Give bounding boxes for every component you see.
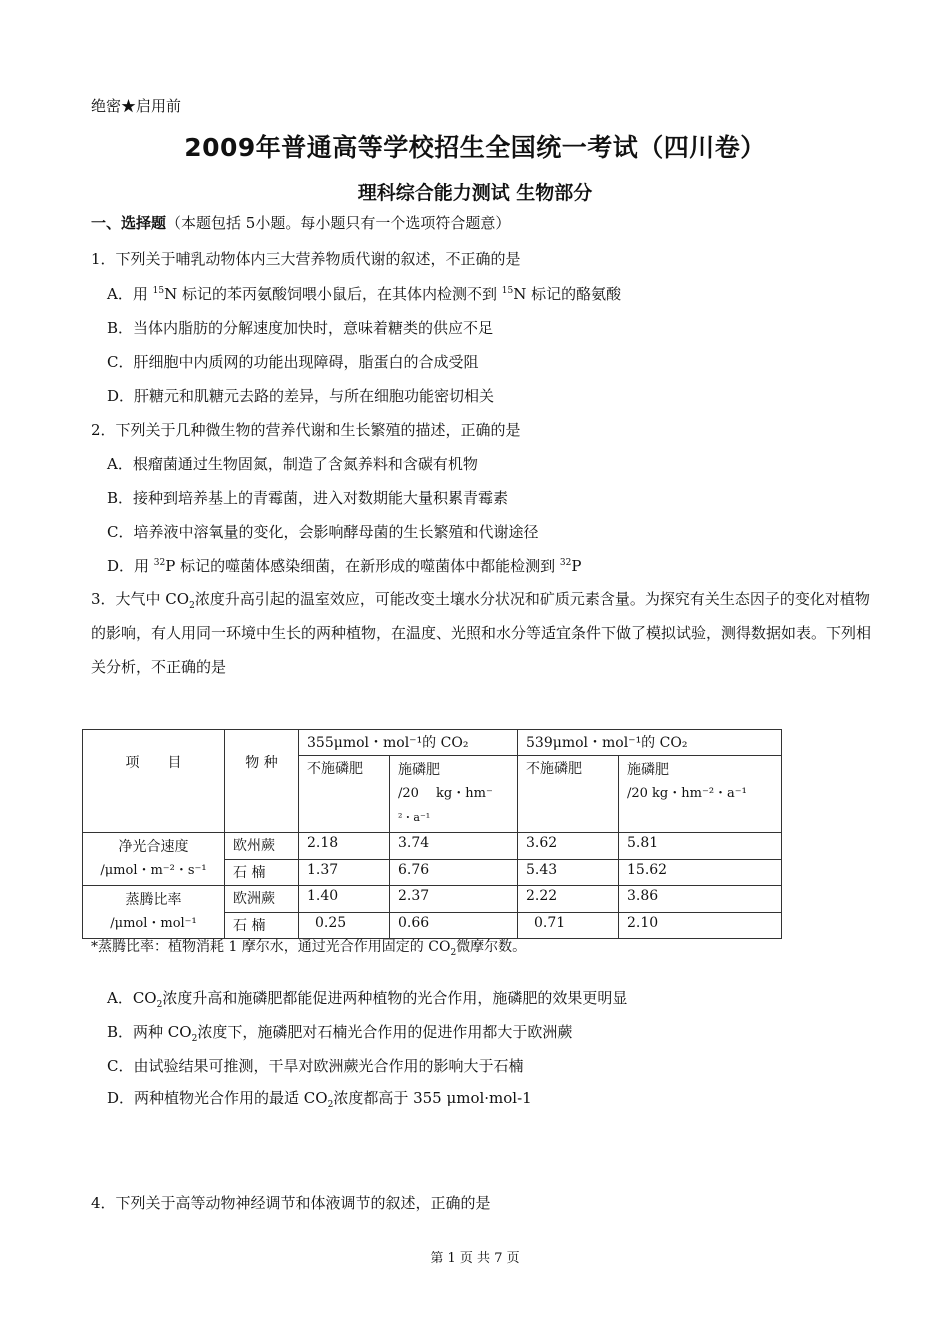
q2-option-c: C．培养液中溶氧量的变化，会影响酵母菌的生长繁殖和代谢途径 bbox=[107, 523, 539, 541]
question-1-stem: 1．下列关于哺乳动物体内三大营养物质代谢的叙述，不正确的是 bbox=[91, 250, 521, 268]
q1-option-c: C．肝细胞中内质网的功能出现障碍，脂蛋白的合成受阻 bbox=[107, 353, 479, 371]
table-footnote: *蒸腾比率：植物消耗 1 摩尔水，通过光合作用固定的 $CO_2$微摩尔数。 bbox=[91, 939, 527, 958]
header-item: 项 目 bbox=[83, 730, 225, 833]
value-cell: 2.22 bbox=[518, 886, 619, 913]
row-label-transpiration-ratio: 蒸腾比率 /μmol・mol⁻¹ bbox=[83, 886, 225, 939]
table-row bbox=[83, 886, 782, 913]
confidential-label: 绝密★启用前 bbox=[91, 97, 182, 115]
table-row bbox=[83, 833, 782, 860]
value-cell: 5.81 bbox=[619, 833, 782, 860]
question-4-stem: 4．下列关于高等动物神经调节和体液调节的叙述，正确的是 bbox=[91, 1194, 491, 1212]
species-cell: 欧州蕨 bbox=[225, 833, 299, 860]
value-cell: 1.40 bbox=[299, 886, 390, 913]
value-cell: 3.86 bbox=[619, 886, 782, 913]
header-355-phosphorus: 施磷肥 /20 kg・hm⁻ ²・a⁻¹ bbox=[390, 756, 518, 833]
q1-option-b: B．当体内脂肪的分解速度加快时，意味着糖类的供应不足 bbox=[107, 319, 494, 337]
q2-option-b: B．接种到培养基上的青霉菌，进入对数期能大量积累青霉素 bbox=[107, 489, 509, 507]
value-cell: 0.25 bbox=[299, 912, 390, 939]
value-cell: 3.74 bbox=[390, 833, 518, 860]
q2-option-d: D．用 $^{32}$P 标记的噬菌体感染细菌，在新形成的噬菌体中都能检测到 $^{32}$P bbox=[107, 557, 582, 575]
value-cell: 2.10 bbox=[619, 912, 782, 939]
q3-option-d: D．两种植物光合作用的最适 $CO_2$浓度都高于 355 μmol·mol-1 bbox=[107, 1089, 532, 1110]
value-cell: 0.66 bbox=[390, 912, 518, 939]
value-cell: 2.18 bbox=[299, 833, 390, 860]
header-species: 物 种 bbox=[225, 730, 299, 833]
value-cell: 3.62 bbox=[518, 833, 619, 860]
value-cell: 1.37 bbox=[299, 859, 390, 886]
experiment-data-table bbox=[82, 729, 782, 939]
species-cell: 欧洲蕨 bbox=[225, 886, 299, 913]
q3-option-b: B．两种 $CO_2$浓度下，施磷肥对石楠光合作用的促进作用都大于欧洲蕨 bbox=[107, 1023, 573, 1044]
q3-option-a: A．$CO_2$浓度升高和施磷肥都能促进两种植物的光合作用，施磷肥的效果更明显 bbox=[107, 989, 628, 1010]
page-subtitle: 理科综合能力测试 生物部分 bbox=[357, 182, 593, 204]
question-2-stem: 2．下列关于几种微生物的营养代谢和生长繁殖的描述，正确的是 bbox=[91, 421, 521, 439]
section-heading bbox=[91, 212, 510, 233]
q1-option-a: A．用 $^{15}$N 标记的苯丙氨酸饲喂小鼠后，在其体内检测不到 $^{15}$N 标记的酪氨酸 bbox=[107, 285, 622, 303]
page-title: 2009年普通高等学校招生全国统一考试（四川卷） bbox=[184, 133, 766, 162]
row-label-net-photosynthesis: 净光合速度 /μmol・m⁻²・s⁻¹ bbox=[83, 833, 225, 886]
value-cell: 0.71 bbox=[518, 912, 619, 939]
question-3-stem: 3．大气中 $CO_2$浓度升高引起的温室效应，可能改变土壤水分状况和矿质元素含量。为探究有关生态因子的变化对植物的影响，有人用同一环境中生长的两种植物，在温度、光照和水分等适宜条件下做了模拟试验，测得数据如表。下列相关分析，不正确的是 bbox=[91, 590, 872, 676]
header-co2-539: 539μmol・mol⁻¹的 CO₂ bbox=[518, 730, 782, 756]
species-cell: 石 楠 bbox=[225, 912, 299, 939]
section-note: （本题包括 5小题。每小题只有一个选项符合题意） bbox=[166, 214, 511, 232]
header-co2-355: 355μmol・mol⁻¹的 CO₂ bbox=[299, 730, 518, 756]
header-355-no-phosphorus: 不施磷肥 bbox=[299, 756, 390, 833]
q2-option-a: A．根瘤菌通过生物固氮，制造了含氮养料和含碳有机物 bbox=[107, 455, 478, 473]
header-539-no-phosphorus: 不施磷肥 bbox=[518, 756, 619, 833]
value-cell: 2.37 bbox=[390, 886, 518, 913]
value-cell: 5.43 bbox=[518, 859, 619, 886]
species-cell: 石 楠 bbox=[225, 859, 299, 886]
q3-option-c: C．由试验结果可推测，干旱对欧洲蕨光合作用的影响大于石楠 bbox=[107, 1057, 524, 1075]
page-number: 第 1 页 共 7 页 bbox=[430, 1251, 520, 1266]
value-cell: 6.76 bbox=[390, 859, 518, 886]
q1-option-d: D．肝糖元和肌糖元去路的差异，与所在细胞功能密切相关 bbox=[107, 387, 495, 405]
value-cell: 15.62 bbox=[619, 859, 782, 886]
section-label: 一、选择题 bbox=[91, 214, 167, 232]
header-539-phosphorus: 施磷肥 /20 kg・hm⁻²・a⁻¹ bbox=[619, 756, 782, 833]
